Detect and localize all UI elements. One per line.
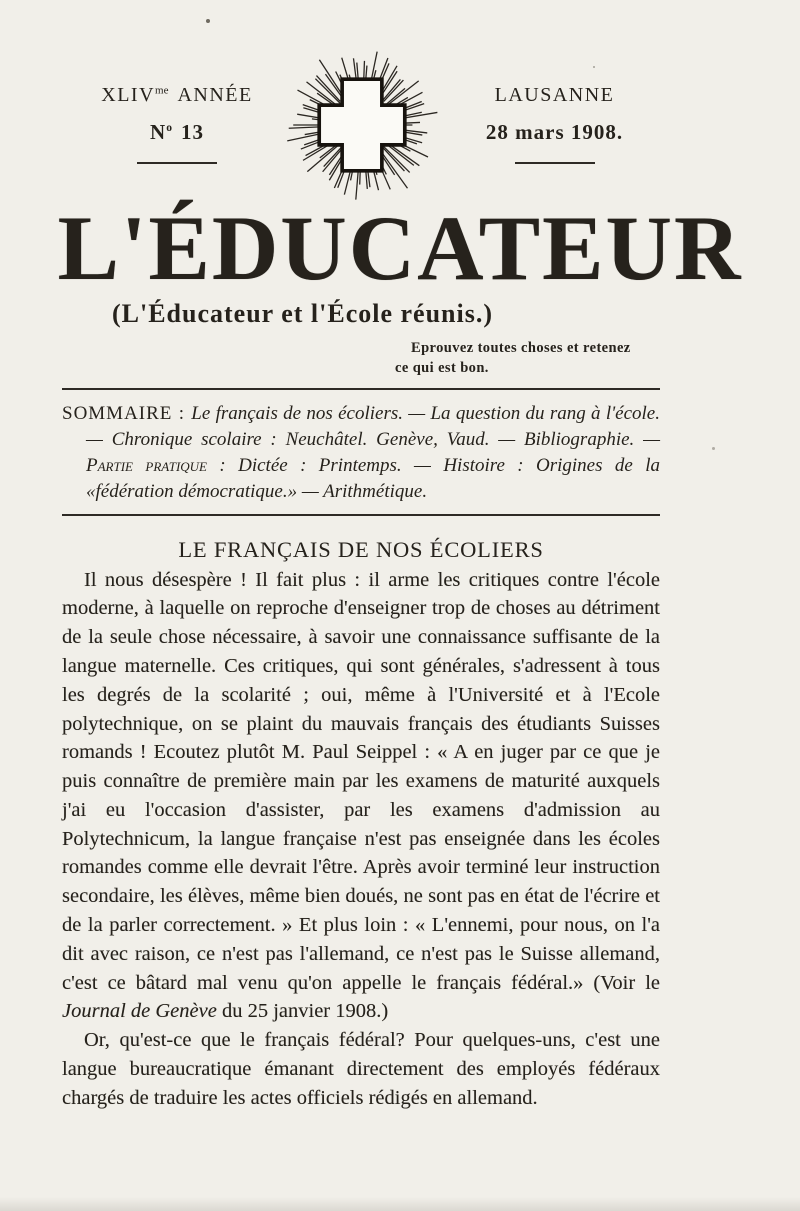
volume-label	[92, 84, 262, 107]
article-title: LE FRANÇAIS DE NOS ÉCOLIERS	[178, 536, 544, 562]
motto-line-2: ce qui est bon.	[395, 359, 489, 376]
article-paragraph-1	[62, 566, 660, 1027]
issue-number	[92, 120, 262, 145]
article-paragraph-2	[62, 1026, 660, 1112]
issue-superscript: o	[166, 122, 172, 134]
partie-pratique-label: Partie pratique :	[86, 454, 239, 476]
sommaire-label: SOMMAIRE :	[62, 402, 192, 424]
date-label: 28 mars 1908.	[485, 120, 624, 144]
sommaire-items-1: Le français de nos écoliers. — La question du rang à l'école. — Chronique scolaire : Neuchâtel. Genève, Vaud. — Bibliographie. —	[86, 402, 660, 450]
issue-place-date-block	[462, 84, 647, 164]
article	[62, 537, 660, 1113]
paragraph-text: Or, qu'est-ce que le français fédéral? Pour quelques-uns, c'est une langue bureaucratique émanant directement des employés fédéraux chargés de traduire les actes officiels rédigés en allemand.	[62, 1029, 660, 1109]
horizontal-rule	[62, 388, 660, 390]
volume-number: XLIV	[101, 84, 156, 106]
journal-subtitle: (L'Éducateur et l'École réunis.)	[111, 299, 494, 329]
journal-title: L'ÉDUCATEUR	[57, 197, 743, 299]
masthead	[0, 197, 800, 329]
sommaire-items-2: Dictée : Printemps. — Histoire : Origines de la «fédération démocratique.» — Arithmétique.	[86, 454, 660, 502]
short-divider	[137, 162, 217, 164]
issue-volume-block	[92, 84, 262, 164]
motto	[395, 339, 645, 378]
table-of-contents	[62, 401, 660, 505]
sunburst-cross-icon	[281, 44, 443, 206]
issue-header	[0, 0, 800, 205]
short-divider	[515, 162, 595, 164]
scan-speck	[712, 447, 715, 450]
paragraph-text: du 25 janvier 1908.)	[216, 1000, 389, 1023]
swiss-cross-emblem	[281, 44, 443, 206]
issue-num: 13	[180, 120, 204, 144]
horizontal-rule	[62, 514, 660, 516]
paragraph-text: Il nous désespère ! Il fait plus : il arme les critiques contre l'école moderne, à laquelle on reproche d'enseigner trop de choses au détriment de la seule chose nécessaire, à savoir une connaissance suffisante de la langue maternelle. Ces critiques, qui sont générales, s'adressent à tous les degrés de la scolarité ; oui, même à l'Université et à l'Ecole polytechnique, on se plaint du mauvais français des étudiants Suisses romands ! Ecoutez plutôt M. Paul Seippel : « A en juger par ce que je puis connaître de première main par les examens de maturité auxquels j'ai eu l'occasion d'assister, par les examens d'admission au Polytechnicum, la langue française n'est pas enseignée dans les écoles romandes comme elle devrait l'être. Après avoir terminé leur instruction secondaire, les élèves, même bien doués, ne sont pas en état de l'écrire et de la parler correctement. » Et plus loin : « L'ennemi, pour nous, on l'a dit avec raison, ce n'est pas l'allemand, ce n'est pas le Suisse allemand, c'est ce bâtard mal venu qu'on appelle le français fédéral.» (Voir le	[62, 568, 660, 994]
issue-n: N	[150, 120, 167, 144]
volume-word: ANNÉE	[177, 84, 253, 106]
journal-de-geneve-reference: Journal de Genève	[62, 1000, 217, 1023]
city-label: LAUSANNE	[494, 84, 615, 106]
volume-superscript: me	[155, 84, 169, 97]
motto-line-1: Eprouvez toutes choses et retenez	[411, 340, 631, 357]
